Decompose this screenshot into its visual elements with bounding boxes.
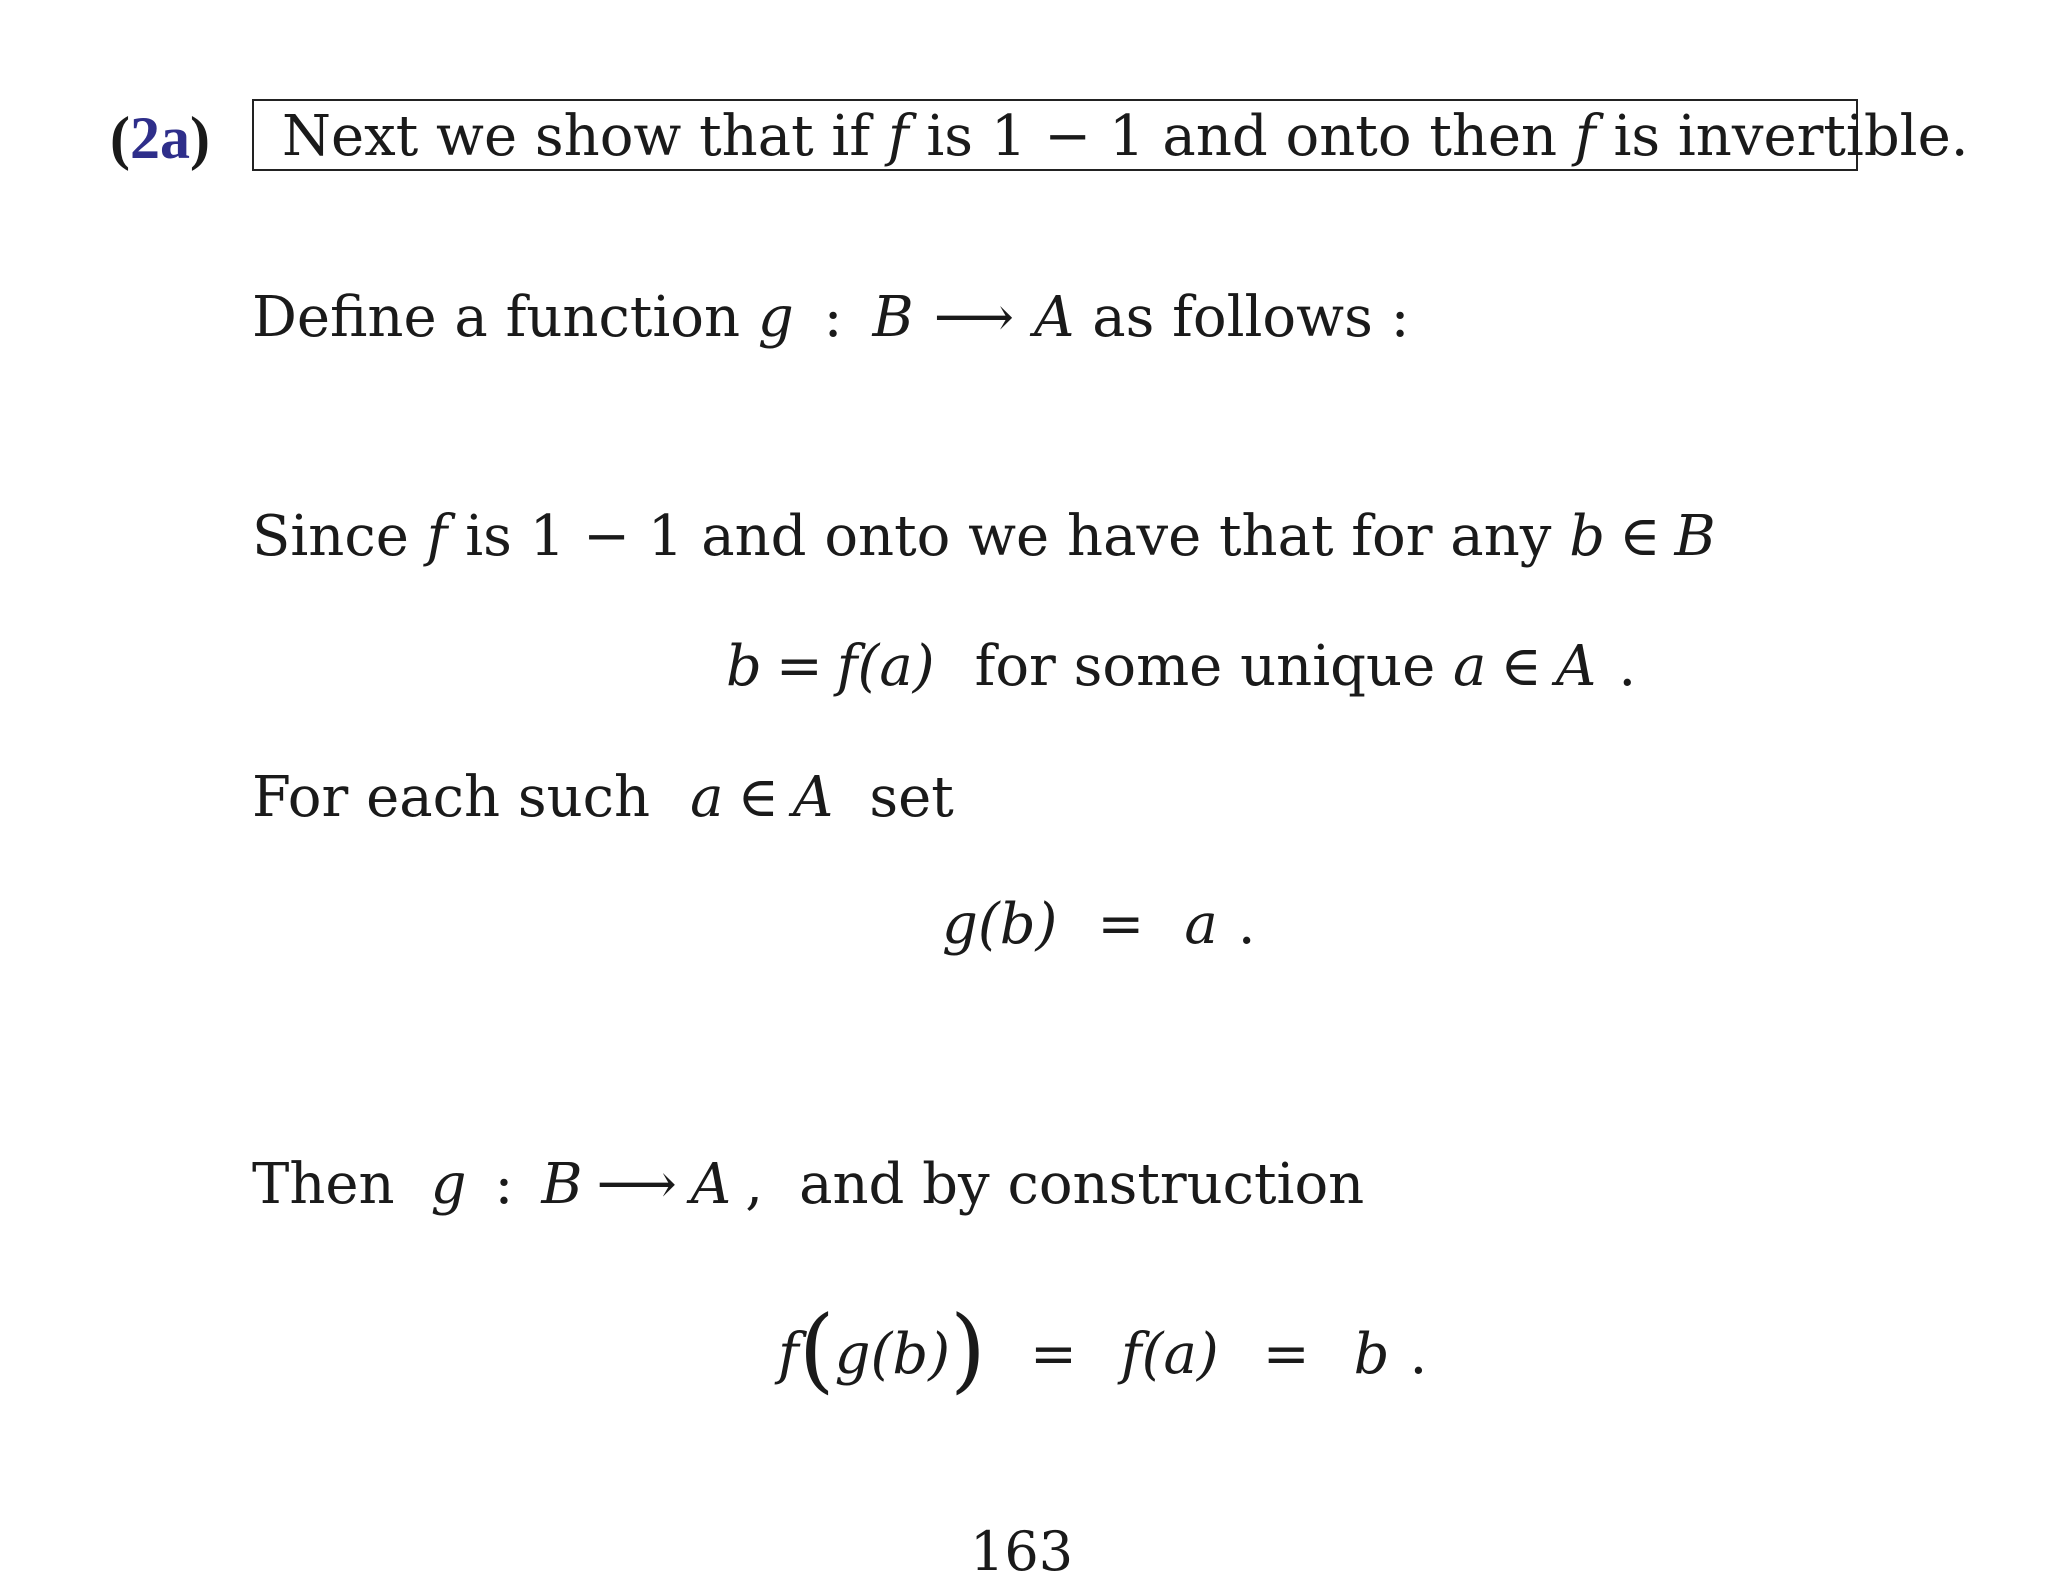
since-line: Since f is 1 − 1 and onto we have that for any b ∈ B — [252, 504, 1716, 569]
g-b-equals-a-equation: g(b) = a . — [942, 892, 1256, 957]
b-equals-f-a-equation: b = f(a) for some unique a ∈ A . — [726, 634, 1637, 699]
section-number: 2a — [129, 105, 190, 171]
define-function-line: Define a function g : B ⟶ A as follows : — [252, 285, 1410, 350]
section-label: (2a) — [110, 105, 210, 171]
page-number: 163 — [970, 1520, 1074, 1583]
then-line: Then g : B ⟶ A , and by construction — [252, 1152, 1365, 1217]
heading-text: Next we show that if f is 1 − 1 and onto then f is invertible. — [282, 104, 1969, 169]
composition-equation: f(g(b)) = f(a) = b . — [778, 1296, 1428, 1403]
for-each-line: For each such a ∈ A set — [252, 765, 954, 830]
